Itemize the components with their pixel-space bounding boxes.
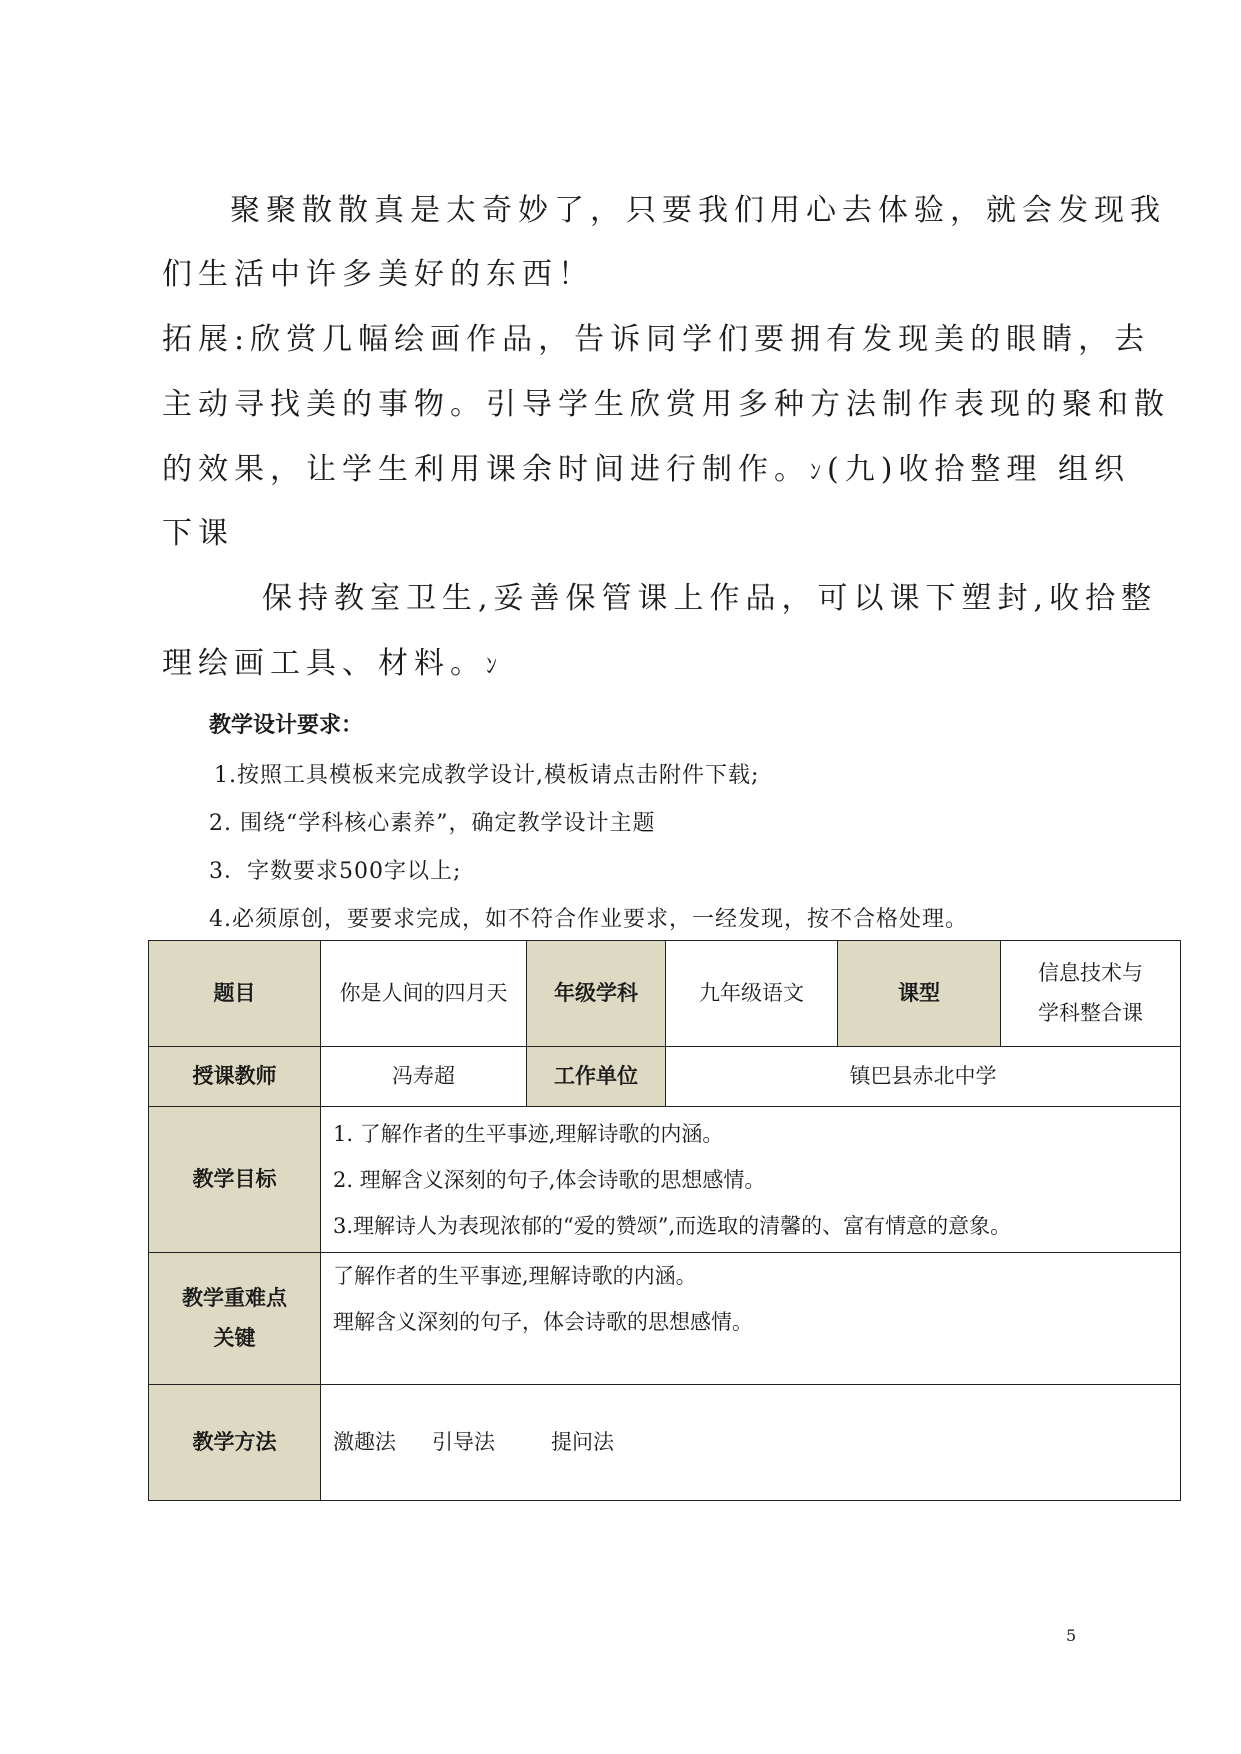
- method-item: 引导法: [432, 1429, 495, 1454]
- table-row: [149, 1253, 1181, 1385]
- grade-label: 年级学科: [527, 941, 666, 1047]
- methods-cell: [321, 1385, 1181, 1501]
- table-row: [149, 1107, 1181, 1253]
- key-points-cell: [321, 1253, 1181, 1385]
- topic-label: 题目: [149, 941, 321, 1047]
- lesson-info-table: [148, 940, 1181, 1501]
- method-item: 激趣法: [333, 1429, 396, 1454]
- requirement-item: 3．字数要求500字以上;: [209, 859, 462, 884]
- topic-value: 你是人间的四月天: [321, 941, 527, 1047]
- paragraph-line: 聚聚散散真是太奇妙了，只要我们用心去体验，就会发现我: [230, 193, 1166, 228]
- paragraph-line: 们生活中许多美好的东西！: [162, 257, 594, 292]
- key-points-label-line: 关键: [213, 1325, 256, 1350]
- grade-value: 九年级语文: [666, 941, 838, 1047]
- key-points-label-line: 教学重难点: [182, 1285, 287, 1310]
- goals-label: 教学目标: [149, 1107, 321, 1253]
- paragraph-text: (九)收拾整理 组织: [827, 452, 1130, 487]
- key-point-item: 了解作者的生平事迹,理解诗歌的内涵。: [333, 1264, 697, 1288]
- paragraph-line: [162, 646, 504, 681]
- type-value-line: 信息技术与: [1038, 960, 1143, 985]
- paragraph-line: 拓展:欣赏几幅绘画作品，告诉同学们要拥有发现美的眼睛，去: [162, 322, 1151, 357]
- unit-label: 工作单位: [527, 1047, 666, 1107]
- key-point-item: 理解含义深刻的句子，体会诗歌的思想感情。: [333, 1310, 753, 1334]
- paragraph-line: [162, 452, 1130, 487]
- unit-value: 镇巴县赤北中学: [666, 1047, 1181, 1107]
- paragraph-line: 主动寻找美的事物。引导学生欣赏用多种方法制作表现的聚和散: [162, 387, 1170, 422]
- requirement-item: 2. 围绕“学科核心素养”，确定教学设计主题: [209, 811, 656, 836]
- table-row: [149, 941, 1181, 1047]
- requirements-title: 教学设计要求：: [209, 713, 364, 738]
- key-points-label: [149, 1253, 321, 1385]
- paragraph-text: 的效果，让学生利用课余时间进行制作。: [162, 452, 810, 487]
- paragraph-mark-icon: ﾝ: [810, 460, 828, 485]
- requirement-item: 4.必须原创，要要求完成，如不符合作业要求，一经发现，按不合格处理。: [209, 907, 968, 932]
- table-row: [149, 1047, 1181, 1107]
- type-label: 课型: [838, 941, 1001, 1047]
- method-item: 提问法: [551, 1429, 614, 1454]
- goal-item: 2. 理解含义深刻的句子,体会诗歌的思想感情。: [333, 1167, 766, 1192]
- teacher-label: 授课教师: [149, 1047, 321, 1107]
- requirement-item: 1.按照工具模板来完成教学设计,模板请点击附件下载;: [214, 763, 760, 788]
- page-number: 5: [1066, 1626, 1077, 1645]
- paragraph-mark-icon: ﾝ: [486, 654, 504, 679]
- goals-cell: [321, 1107, 1181, 1253]
- type-value-line: 学科整合课: [1038, 1000, 1143, 1025]
- goal-item: 3.理解诗人为表现浓郁的“爱的赞颂”,而选取的清馨的、富有情意的意象。: [333, 1213, 1012, 1238]
- goal-item: 1. 了解作者的生平事迹,理解诗歌的内涵。: [333, 1121, 724, 1146]
- paragraph-line: 下课: [162, 516, 234, 551]
- teacher-value: 冯寿超: [321, 1047, 527, 1107]
- paragraph-line: 保持教室卫生,妥善保管课上作品，可以课下塑封,收拾整: [262, 581, 1158, 616]
- table-row: [149, 1385, 1181, 1501]
- paragraph-text: 理绘画工具、材料。: [162, 646, 486, 681]
- method-label: 教学方法: [149, 1385, 321, 1501]
- type-value: [1001, 941, 1181, 1047]
